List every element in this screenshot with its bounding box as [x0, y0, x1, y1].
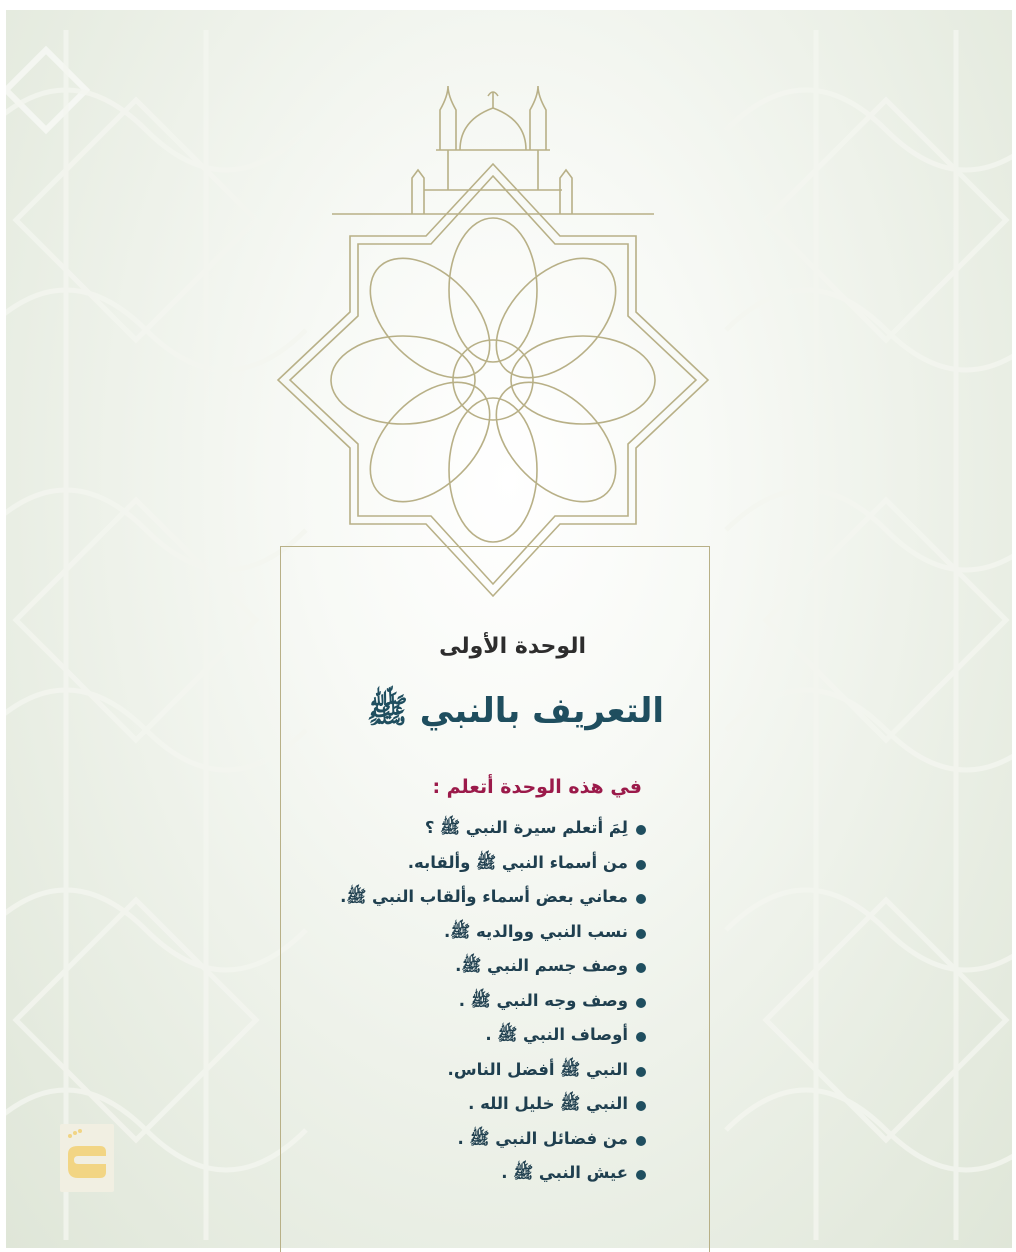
- list-item: [340, 882, 646, 917]
- objective-text: من فضائل النبي ﷺ .: [457, 1128, 628, 1148]
- unit-title: التعريف بالنبي ﷺ: [366, 691, 664, 731]
- list-item: [340, 1158, 646, 1193]
- objective-text: النبي ﷺ أفضل الناس.: [447, 1059, 628, 1079]
- bullet-icon: [636, 929, 646, 939]
- objective-text: وصف وجه النبي ﷺ .: [458, 990, 628, 1010]
- list-item: [340, 1089, 646, 1124]
- bullet-icon: [636, 1067, 646, 1077]
- objectives-list: [340, 813, 646, 1193]
- bullet-icon: [636, 1136, 646, 1146]
- bullet-icon: [636, 1101, 646, 1111]
- bullet-icon: [636, 1032, 646, 1042]
- bullet-icon: [636, 860, 646, 870]
- bullet-icon: [636, 1170, 646, 1180]
- objective-text: لِمَ أتعلم سيرة النبي ﷺ ؟: [424, 818, 628, 838]
- list-item: [340, 813, 646, 848]
- list-item: [340, 986, 646, 1021]
- list-item: [340, 917, 646, 952]
- objectives-heading: في هذه الوحدة أتعلم :: [432, 776, 642, 798]
- bullet-icon: [636, 998, 646, 1008]
- publisher-logo-icon: [60, 1124, 114, 1192]
- objective-text: من أسماء النبي ﷺ وألقابه.: [407, 852, 628, 872]
- objective-text: نسب النبي ووالديه ﷺ.: [444, 921, 628, 941]
- list-item: [340, 951, 646, 986]
- objective-text: وصف جسم النبي ﷺ.: [455, 956, 628, 976]
- bullet-icon: [636, 825, 646, 835]
- bullet-icon: [636, 894, 646, 904]
- objective-text: أوصاف النبي ﷺ .: [485, 1025, 628, 1045]
- objective-text: النبي ﷺ خليل الله .: [468, 1094, 628, 1114]
- list-item: [340, 1020, 646, 1055]
- unit-label: الوحدة الأولى: [439, 634, 586, 659]
- objective-text: معاني بعض أسماء وألقاب النبي ﷺ.: [340, 887, 628, 907]
- list-item: [340, 1055, 646, 1090]
- bullet-icon: [636, 963, 646, 973]
- list-item: [340, 1124, 646, 1159]
- list-item: [340, 848, 646, 883]
- objective-text: عيش النبي ﷺ .: [501, 1163, 628, 1183]
